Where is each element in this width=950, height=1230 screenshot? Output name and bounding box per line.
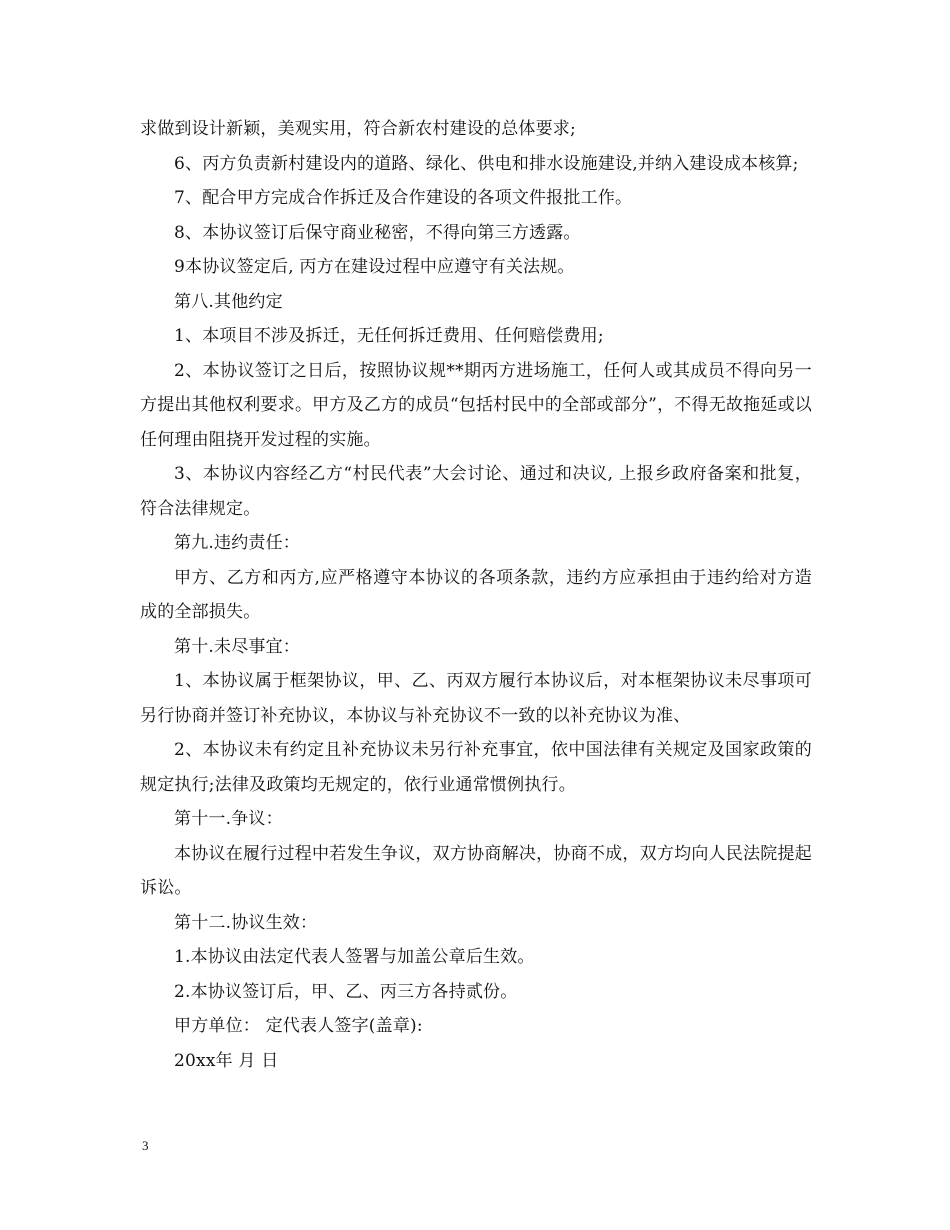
section-heading: 第九.违约责任： [174,533,301,553]
paragraph: 1、本协议属于框架协议，甲、乙、丙双方履行本协议后，对本框架协议未尽事项可另行协商并签订补充协议，本协议与补充协议不一致的以补充协议为准、 [140,671,812,726]
section-heading: 第八.其他约定 [174,291,283,312]
document-body [140,112,812,1078]
paragraph: 8、本协议签订后保守商业秘密，不得向第三方透露。 [174,222,581,243]
date-line: 20xx年 月 日 [174,1050,279,1071]
section-heading: 第十一.争议： [174,809,283,829]
paragraph: 2、本协议签订之日后，按照协议规**期丙方进场施工，任何人或其成员不得向另一方提出其他权利要求。甲方及乙方的成员“包括村民中的全部或部分”，不得无故拖延或以任何理由阻挠开发过程的实施。 [140,360,812,450]
section-heading: 第十.未尽事宜： [174,636,301,657]
paragraph: 1、本项目不涉及拆迁，无任何拆迁费用、任何赔偿费用; [174,326,604,346]
paragraph: 2.本协议签订后，甲、乙、丙三方各持贰份。 [174,981,518,1002]
paragraph: 甲方、乙方和丙方,应严格遵守本协议的各项条款，违约方应承担由于违约给对方造成的全部损失。 [140,567,812,622]
paragraph: 本协议在履行过程中若发生争议，双方协商解决，协商不成，双方均向人民法院提起诉讼。 [140,843,812,898]
paragraph: 7、配合甲方完成合作拆迁及合作建设的各项文件报批工作。 [174,188,633,208]
page-number: 3 [142,1138,149,1153]
paragraph: 6、丙方负责新村建设内的道路、绿化、供电和排水设施建设,并纳入建设成本核算; [174,153,799,174]
paragraph: 1.本协议由法定代表人签署与加盖公章后生效。 [174,947,535,967]
signature-line: 甲方单位： 定代表人签字(盖章): [174,1016,423,1036]
paragraph: 2、本协议未有约定且补充协议未另行补充事宜，依中国法律有关规定及国家政策的规定执行;法律及政策均无规定的，依行业通常惯例执行。 [140,740,812,795]
paragraph: 9本协议签定后, 丙方在建设过程中应遵守有关法规。 [174,257,575,277]
paragraph: 3、本协议内容经乙方“村民代表”大会讨论、通过和决议, 上报乡政府备案和批复，符合法律规定。 [140,464,812,519]
paragraph: 求做到设计新颖，美观实用，符合新农村建设的总体要求; [140,119,576,139]
section-heading: 第十二.协议生效： [174,912,318,933]
